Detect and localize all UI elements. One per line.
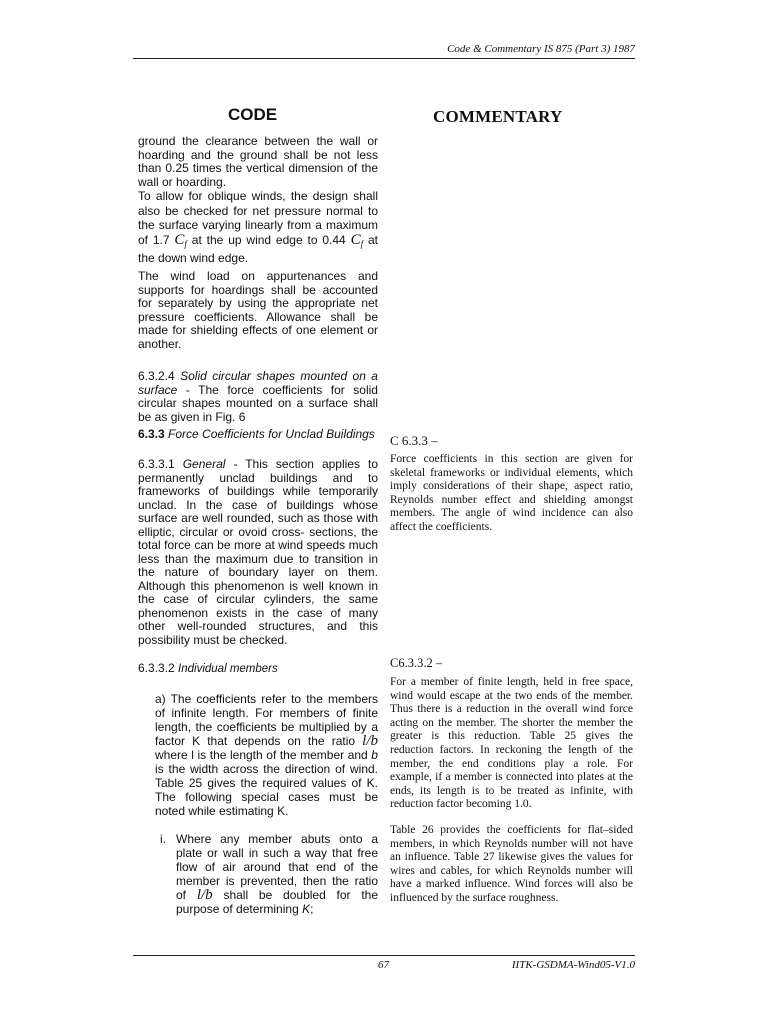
running-header: Code & Commentary IS 875 (Part 3) 1987 bbox=[447, 43, 635, 55]
cf-subscript: f bbox=[360, 238, 364, 249]
cf-symbol bbox=[351, 232, 364, 248]
section-text: - This section applies to permanently unclad buildings and to frameworks of buildings while temporarily unclad. In the case of buildings whose surface are well rounded, such as those with elliptic, circular or ovoid cross- sections, the total force can be more at wind speeds much less than the maximum due to transition in the nature of boundary layer on them. Although this phenomenon is well known in the case of circular cylinders, the same phenomenon exists in the case of many other well-rounded structures, and this possibility must be checked. bbox=[138, 457, 378, 647]
code-text bbox=[138, 662, 378, 677]
section-title: General bbox=[182, 457, 226, 471]
commentary-heading: C6.3.3.2 – bbox=[390, 656, 443, 670]
section-6-3-2-4 bbox=[138, 370, 378, 424]
section-title: Solid circular shapes mounted on a surface bbox=[138, 369, 378, 397]
commentary-text: Table 26 provides the coefficients for flat–sided members, in which Reynolds number will not have an influence. Table 27 likewise gives the values for wires and cables, for which Reynolds number will have a marked influence. Wind forces will also be influenced by the surface roughness. bbox=[390, 824, 633, 904]
section-6-3-3-2 bbox=[138, 662, 378, 677]
commentary-text: For a member of finite length, held in free space, wind would escape at the two ends of the member. Thus there is a reduction in the overall wind force acting on the member. The shorter the member the greater is this reduction. Table 25 gives the reduction factors. In reckoning the length of the member, the end conditions play a role. For example, if a member is connected into plates at the ends, its length is to be treated as infinite, with reduction factor becoming 1.0. bbox=[390, 676, 633, 811]
code-column-title: CODE bbox=[228, 105, 278, 124]
ratio-lb: l/b bbox=[362, 733, 378, 749]
code-text-part: at the up wind edge to 0.44 bbox=[191, 232, 346, 247]
footer-rule bbox=[133, 955, 635, 956]
code-para-oblique-winds bbox=[138, 189, 378, 266]
section-title: Force Coefficients for Unclad Buildings bbox=[168, 427, 375, 441]
item-text: ; bbox=[310, 902, 314, 916]
commentary-tables-26-27 bbox=[390, 824, 633, 906]
commentary-heading: C 6.3.3 – bbox=[390, 433, 438, 448]
commentary-text: Force coefficients in this section are given for skeletal frameworks or individual elements, which imply considerations of their shape, aspect ratio, Reynolds number effect and shielding amongst members. The angle of wind incidence can also affect the coefficients. bbox=[390, 453, 633, 533]
code-text bbox=[138, 428, 382, 442]
var-b: b bbox=[371, 748, 378, 762]
item-i bbox=[160, 832, 378, 916]
item-text: where l is the length of the member and bbox=[155, 748, 368, 762]
document-id: IITK-GSDMA-Wind05-V1.0 bbox=[511, 959, 635, 971]
section-number: 6.3.2.4 bbox=[138, 369, 175, 383]
code-text-part: at the down wind edge. bbox=[138, 232, 378, 265]
section-text: - The force coefficients for solid circular shapes mounted on a surface shall be as given in Fig. 6 bbox=[138, 382, 378, 424]
section-number: 6.3.3 bbox=[138, 427, 165, 441]
code-para-appurtenances bbox=[138, 270, 378, 351]
cf-letter: C bbox=[350, 231, 361, 248]
ratio-lb: l/b bbox=[196, 887, 213, 903]
commentary-c-6-3-3-2 bbox=[390, 656, 633, 812]
code-para-clearance bbox=[138, 135, 378, 189]
section-6-3-3 bbox=[138, 428, 382, 442]
var-k: K bbox=[302, 902, 311, 916]
item-text: is the width across the direction of wind. Table 25 gives the required values of K. The following special cases must be noted while estimating K. bbox=[155, 762, 378, 818]
cf-symbol bbox=[174, 232, 187, 248]
section-title: Individual members bbox=[178, 663, 278, 675]
code-text bbox=[138, 458, 378, 647]
cf-letter: C bbox=[174, 231, 185, 248]
cf-subscript: f bbox=[184, 238, 187, 249]
commentary-c-6-3-3 bbox=[390, 433, 633, 535]
code-text bbox=[155, 692, 378, 818]
item-i-label: i. bbox=[160, 832, 166, 846]
code-text bbox=[138, 370, 378, 424]
code-text: ground the clearance between the wall or hoarding and the ground shall be not less than 0.25 times the vertical dimension of the wall or hoarding. bbox=[138, 134, 378, 189]
section-6-3-3-1 bbox=[138, 458, 378, 647]
code-text bbox=[138, 189, 378, 266]
page-number: 67 bbox=[378, 959, 389, 971]
item-text: Where any member abuts onto a plate or wall in such a way that free flow of air around that end of the member is prevented, then the ratio of bbox=[176, 832, 378, 902]
section-number: 6.3.3.1 bbox=[138, 457, 175, 471]
section-number: 6.3.3.2 bbox=[138, 661, 175, 675]
code-text bbox=[176, 832, 378, 916]
code-text: The wind load on appurtenances and supports for hoardings shall be accounted for separately by using the appropriate net pressure coefficients. Allowance shall be made for shielding effects of one element or another. bbox=[138, 269, 378, 351]
item-a bbox=[155, 692, 378, 818]
code-text-part: To allow for oblique winds, the design shall also be checked for net pressure normal to the surface varying linearly from a maximum of 1.7 bbox=[138, 189, 378, 247]
item-text: a) The coefficients refer to the members of infinite length. For members of finite length, the coefficients be multiplied by a factor K that depends on the ratio bbox=[155, 692, 378, 748]
header-rule bbox=[133, 58, 635, 59]
commentary-column-title: COMMENTARY bbox=[433, 107, 563, 126]
item-text: shall be doubled for the purpose of determining bbox=[176, 888, 379, 916]
